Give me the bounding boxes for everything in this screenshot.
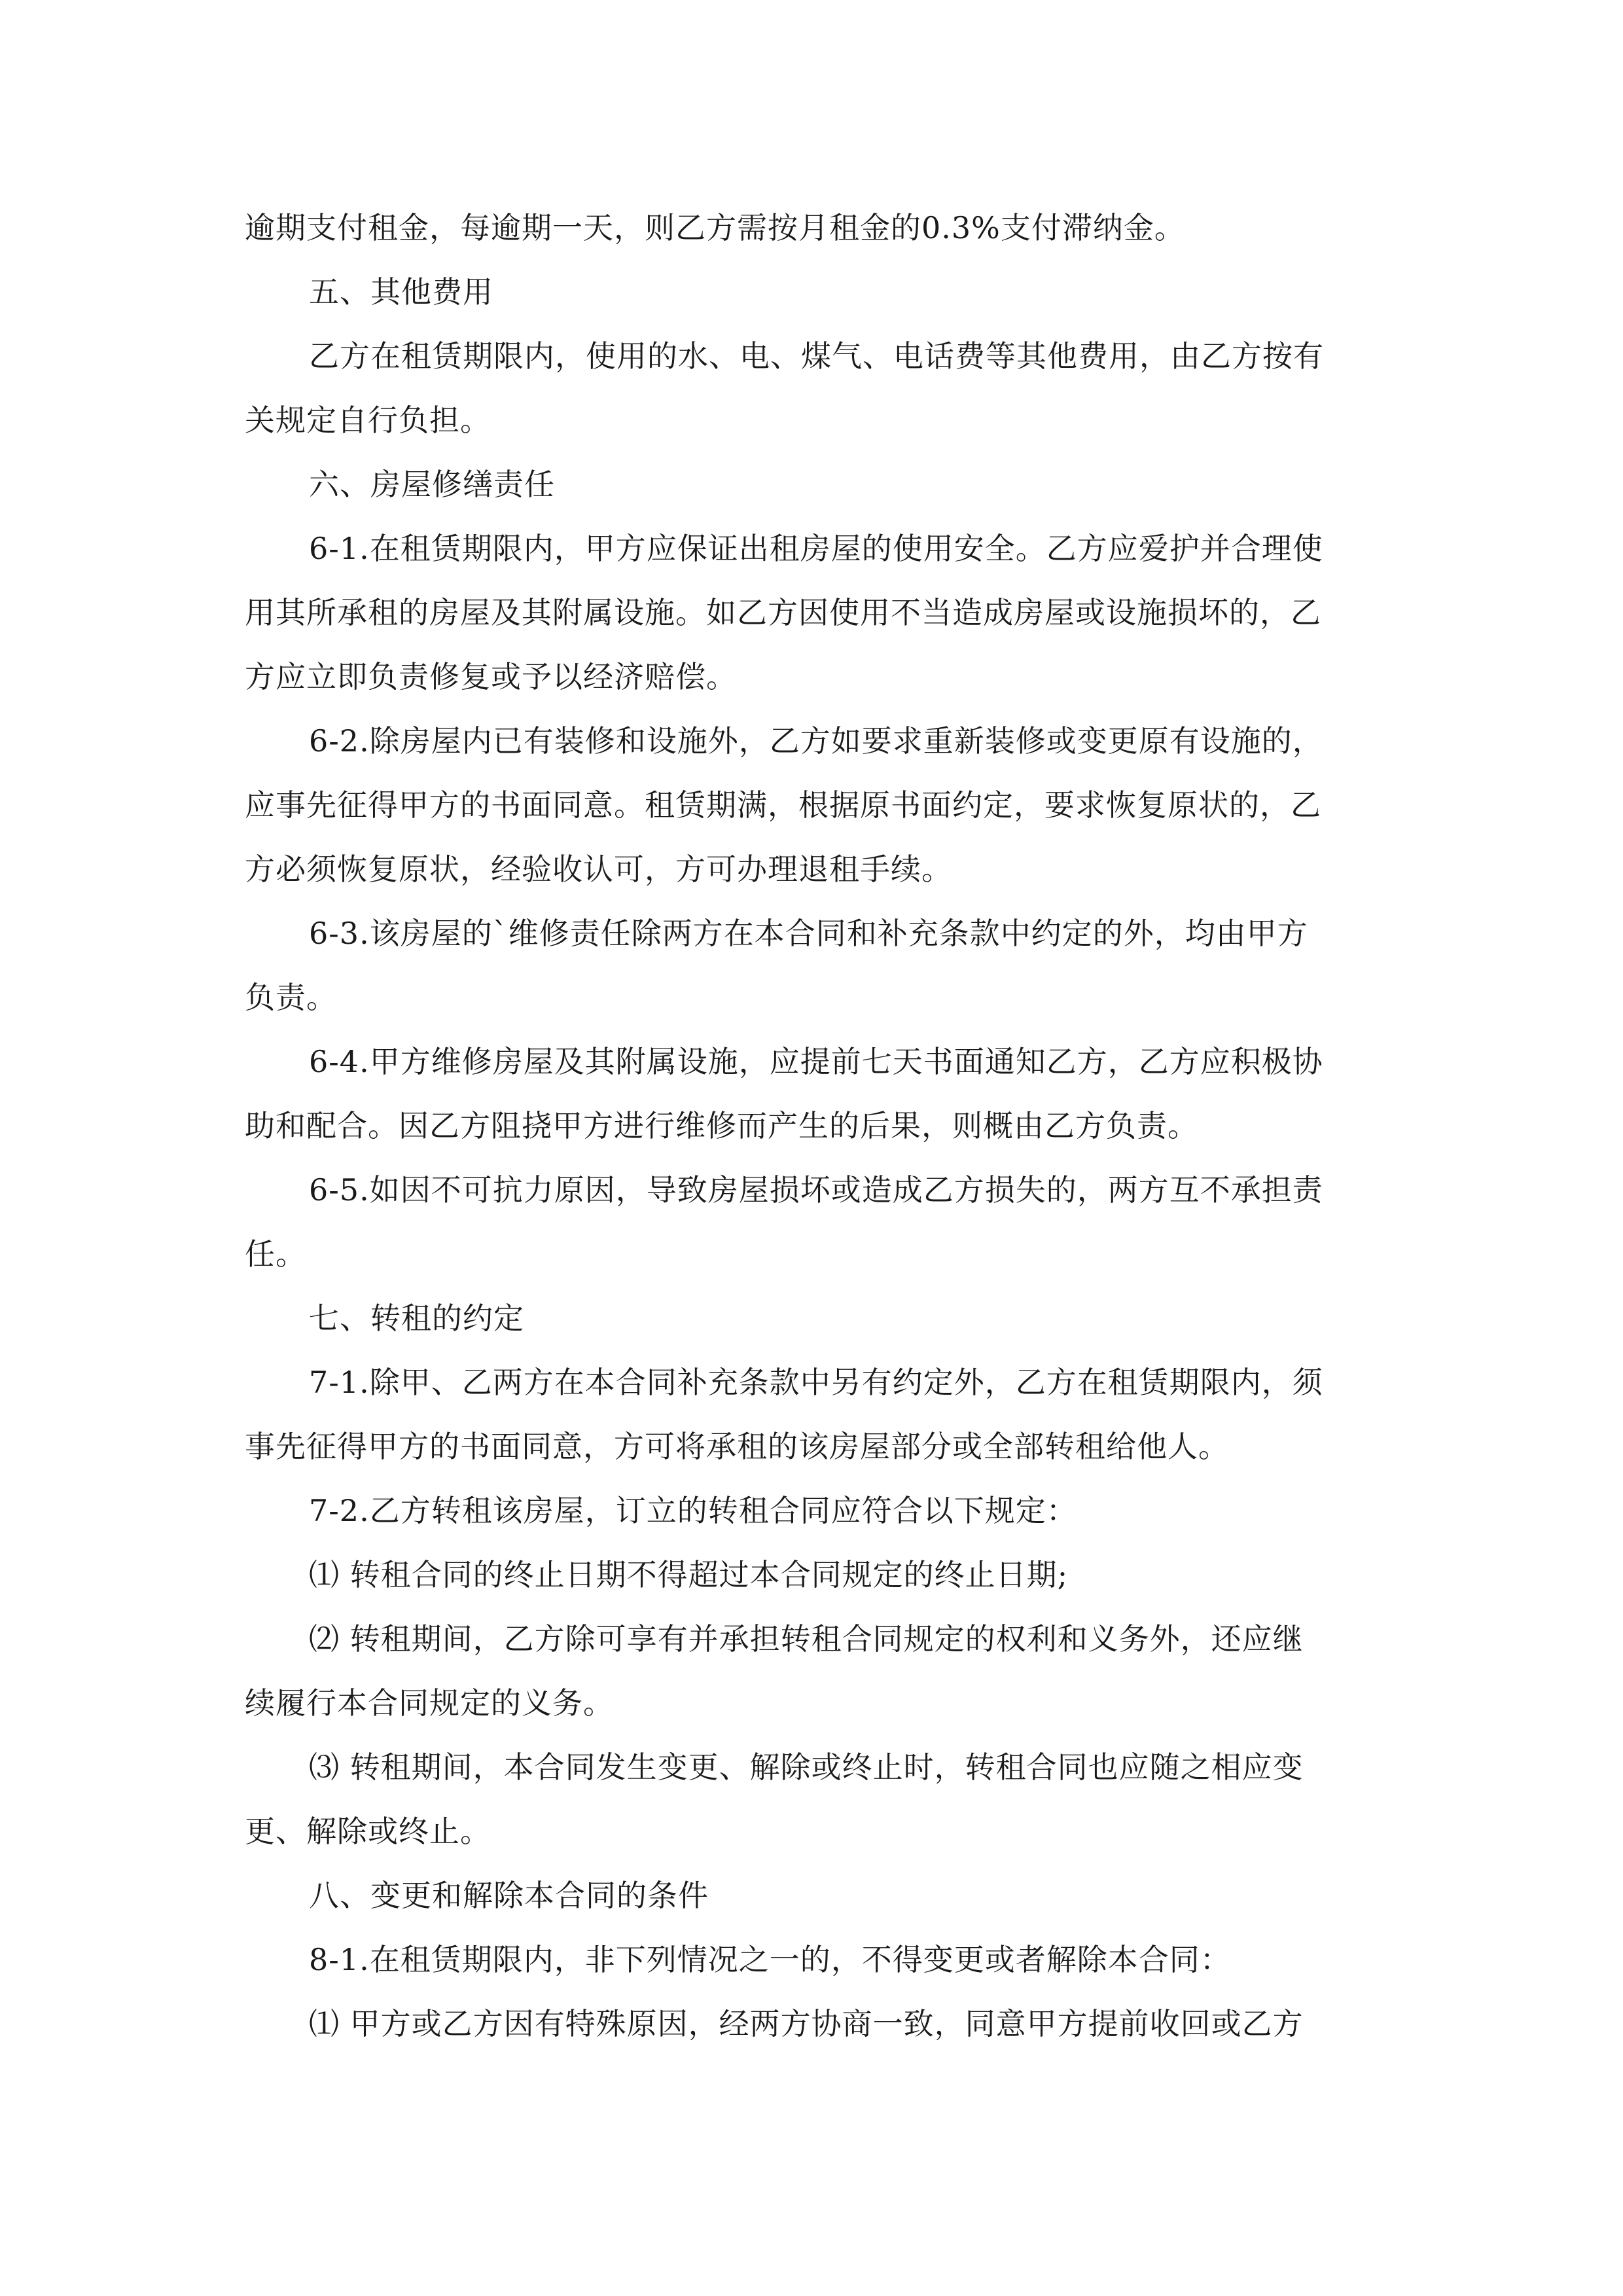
text-line: 6-5.如因不可抗力原因，导致房屋损坏或造成乙方损失的，两方互不承担责 [309,1172,1323,1208]
text-line: 更、解除或终止。 [245,1814,491,1849]
text-line: 逾期支付租金，每逾期一天，则乙方需按月租金的0.3%支付滞纳金。 [245,210,1185,245]
text-line: 6-1.在租赁期限内，甲方应保证出租房屋的使用安全。乙方应爱护并合理使 [309,531,1323,566]
text-line: 方必须恢复原状，经验收认可，方可办理退租手续。 [245,852,952,887]
text-line: 6-4.甲方维修房屋及其附属设施，应提前七天书面通知乙方，乙方应积极协 [309,1044,1323,1079]
section-heading: 八、变更和解除本合同的条件 [309,1878,709,1913]
text-line: 7-2.乙方转租该房屋，订立的转租合同应符合以下规定： [309,1493,1077,1528]
text-line: 负责。 [245,980,337,1015]
section-heading: 五、其他费用 [309,274,493,310]
list-item: ⑵ 转租期间，乙方除可享有并承担转租合同规定的权利和义务外，还应继 [309,1621,1304,1657]
text-line: 乙方在租赁期限内，使用的水、电、煤气、电话费等其他费用，由乙方按有 [309,338,1324,374]
text-line: 任。 [245,1236,306,1272]
text-line: 事先征得甲方的书面同意，方可将承租的该房屋部分或全部转租给他人。 [245,1429,1229,1464]
text-line: 方应立即负责修复或予以经济赔偿。 [245,659,737,694]
text-line: 8-1.在租赁期限内，非下列情况之一的，不得变更或者解除本合同： [309,1942,1231,1977]
text-line: 关规定自行负担。 [245,403,491,438]
text-line: 应事先征得甲方的书面同意。租赁期满，根据原书面约定，要求恢复原状的，乙 [245,787,1321,823]
text-line: 用其所承租的房屋及其附属设施。如乙方因使用不当造成房屋或设施损坏的，乙 [245,595,1321,630]
text-line: 7-1.除甲、乙两方在本合同补充条款中另有约定外，乙方在租赁期限内，须 [309,1365,1323,1400]
list-item: ⑴ 转租合同的终止日期不得超过本合同规定的终止日期; [309,1557,1069,1592]
text-line: 6-3.该房屋的`维修责任除两方在本合同和补充条款中约定的外，均由甲方 [309,916,1308,951]
list-item: ⑶ 转租期间，本合同发生变更、解除或终止时，转租合同也应随之相应变 [309,1749,1304,1785]
text-line: 6-2.除房屋内已有装修和设施外，乙方如要求重新装修或变更原有设施的， [309,723,1323,759]
section-heading: 七、转租的约定 [309,1300,524,1336]
text-line: 助和配合。因乙方阻挠甲方进行维修而产生的后果，则概由乙方负责。 [245,1108,1198,1143]
text-line: 续履行本合同规定的义务。 [245,1685,614,1721]
list-item: ⑴ 甲方或乙方因有特殊原因，经两方协商一致，同意甲方提前收回或乙方 [309,2006,1304,2041]
section-heading: 六、房屋修缮责任 [309,467,555,502]
